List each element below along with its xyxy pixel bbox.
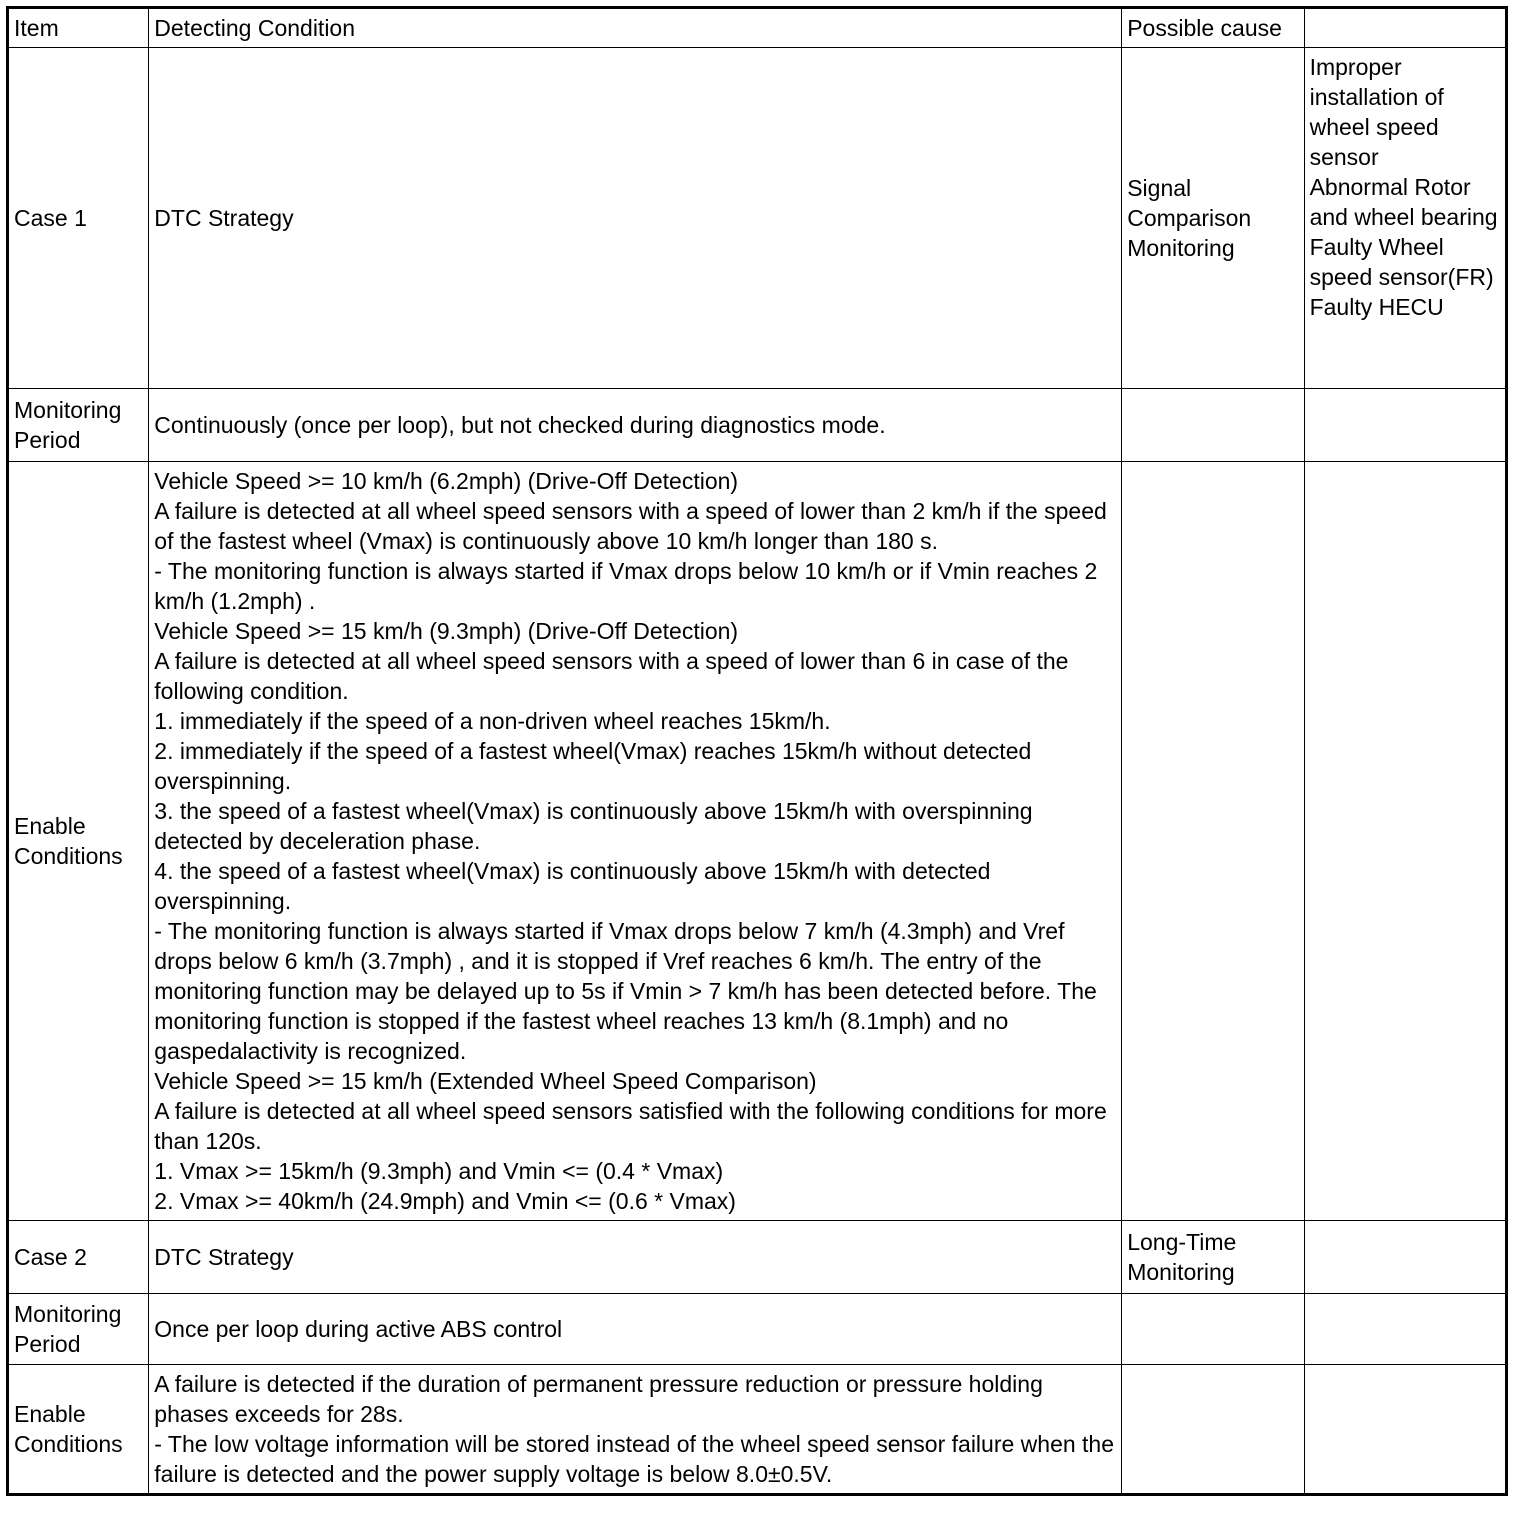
table-row (8, 1365, 1507, 1495)
condition-cell (149, 1294, 1122, 1365)
table-row (8, 462, 1507, 1221)
header-detecting-condition: Detecting Condition (149, 8, 1122, 48)
possible-cause-item: Faulty HECU (1309, 294, 1444, 320)
condition-line: 1. Vmax >= 15km/h (9.3mph) and Vmin <= (0.4 * Vmax) (154, 1158, 724, 1184)
cause-cell: Signal Comparison Monitoring (1122, 48, 1304, 389)
header-possible-cause: Possible cause (1122, 8, 1304, 48)
condition-line: Vehicle Speed >= 10 km/h (6.2mph) (Drive-Off Detection) (154, 468, 739, 494)
cause-cell (1122, 389, 1304, 462)
cause-cell (1122, 1294, 1304, 1365)
condition-line: Once per loop during active ABS control (154, 1316, 563, 1342)
item-cell: Case 1 (8, 48, 149, 389)
condition-line: A failure is detected at all wheel speed sensors with a speed of lower than 2 km/h if the speed of the fastest wheel (Vmax) is continuously above 10 km/h longer than 180 s. (154, 498, 1107, 554)
header-item: Item (8, 8, 149, 48)
table-row (8, 48, 1507, 389)
possible-cause-item: Improper installation of wheel speed sensor (1309, 54, 1444, 170)
condition-line: A failure is detected if the duration of permanent pressure reduction or pressure holding phases exceeds for 28s. (154, 1371, 1043, 1427)
item-cell: Monitoring Period (8, 389, 149, 462)
condition-line: 2. immediately if the speed of a fastest wheel(Vmax) reaches 15km/h without detected overspinning. (154, 738, 1032, 794)
condition-line: - The low voltage information will be stored instead of the wheel speed sensor failure when the failure is detected and the power supply voltage is below 8.0±0.5V. (154, 1431, 1115, 1487)
dtc-table (6, 6, 1508, 1496)
possible-cause-empty (1304, 1365, 1506, 1495)
possible-cause-empty (1304, 462, 1506, 1221)
condition-cell (149, 48, 1122, 389)
condition-line: - The monitoring function is always started if Vmax drops below 10 km/h or if Vmin reaches 2 km/h (1.2mph) . (154, 558, 1098, 614)
table-row (8, 1221, 1507, 1294)
item-cell: Case 2 (8, 1221, 149, 1294)
condition-line: DTC Strategy (154, 205, 294, 231)
condition-line: Vehicle Speed >= 15 km/h (9.3mph) (Drive-Off Detection) (154, 618, 739, 644)
condition-cell (149, 462, 1122, 1221)
condition-line: 4. the speed of a fastest wheel(Vmax) is continuously above 15km/h with detected overspinning. (154, 858, 991, 914)
possible-cause-item: Abnormal Rotor and wheel bearing (1309, 174, 1498, 230)
header-row (8, 8, 1507, 48)
item-cell: Enable Conditions (8, 462, 149, 1221)
condition-cell (149, 389, 1122, 462)
condition-line: Vehicle Speed >= 15 km/h (Extended Wheel Speed Comparison) (154, 1068, 817, 1094)
condition-line: A failure is detected at all wheel speed sensors with a speed of lower than 6 in case of the following condition. (154, 648, 1069, 704)
condition-line: Continuously (once per loop), but not checked during diagnostics mode. (154, 412, 886, 438)
condition-cell (149, 1221, 1122, 1294)
condition-line: - The monitoring function is always started if Vmax drops below 7 km/h (4.3mph) and Vref drops below 6 km/h (3.7mph) , and it is stopped if Vref reaches 6 km/h. The entry of the monitoring function may be delayed up to 5s if Vmin > 7 km/h has been detected before. The monitoring function is stopped if the fastest wheel reaches 13 km/h (8.1mph) and no gaspedalactivity is recognized. (154, 918, 1097, 1064)
condition-line: 3. the speed of a fastest wheel(Vmax) is continuously above 15km/h with overspinning detected by deceleration phase. (154, 798, 1033, 854)
item-cell: Enable Conditions (8, 1365, 149, 1495)
condition-line: DTC Strategy (154, 1244, 294, 1270)
possible-cause-item: Faulty Wheel speed sensor(FR) (1309, 234, 1494, 290)
cause-cell: Long-Time Monitoring (1122, 1221, 1304, 1294)
header-empty (1304, 8, 1506, 48)
possible-cause-empty (1304, 389, 1506, 462)
table-row (8, 1294, 1507, 1365)
table-row (8, 389, 1507, 462)
possible-cause-empty (1304, 1294, 1506, 1365)
cause-cell (1122, 1365, 1304, 1495)
condition-line: 1. immediately if the speed of a non-driven wheel reaches 15km/h. (154, 708, 831, 734)
possible-cause-list (1304, 48, 1506, 389)
condition-cell (149, 1365, 1122, 1495)
cause-cell (1122, 462, 1304, 1221)
item-cell: Monitoring Period (8, 1294, 149, 1365)
condition-line: 2. Vmax >= 40km/h (24.9mph) and Vmin <= (0.6 * Vmax) (154, 1188, 736, 1214)
possible-cause-empty (1304, 1221, 1506, 1294)
condition-line: A failure is detected at all wheel speed sensors satisfied with the following conditions for more than 120s. (154, 1098, 1107, 1154)
